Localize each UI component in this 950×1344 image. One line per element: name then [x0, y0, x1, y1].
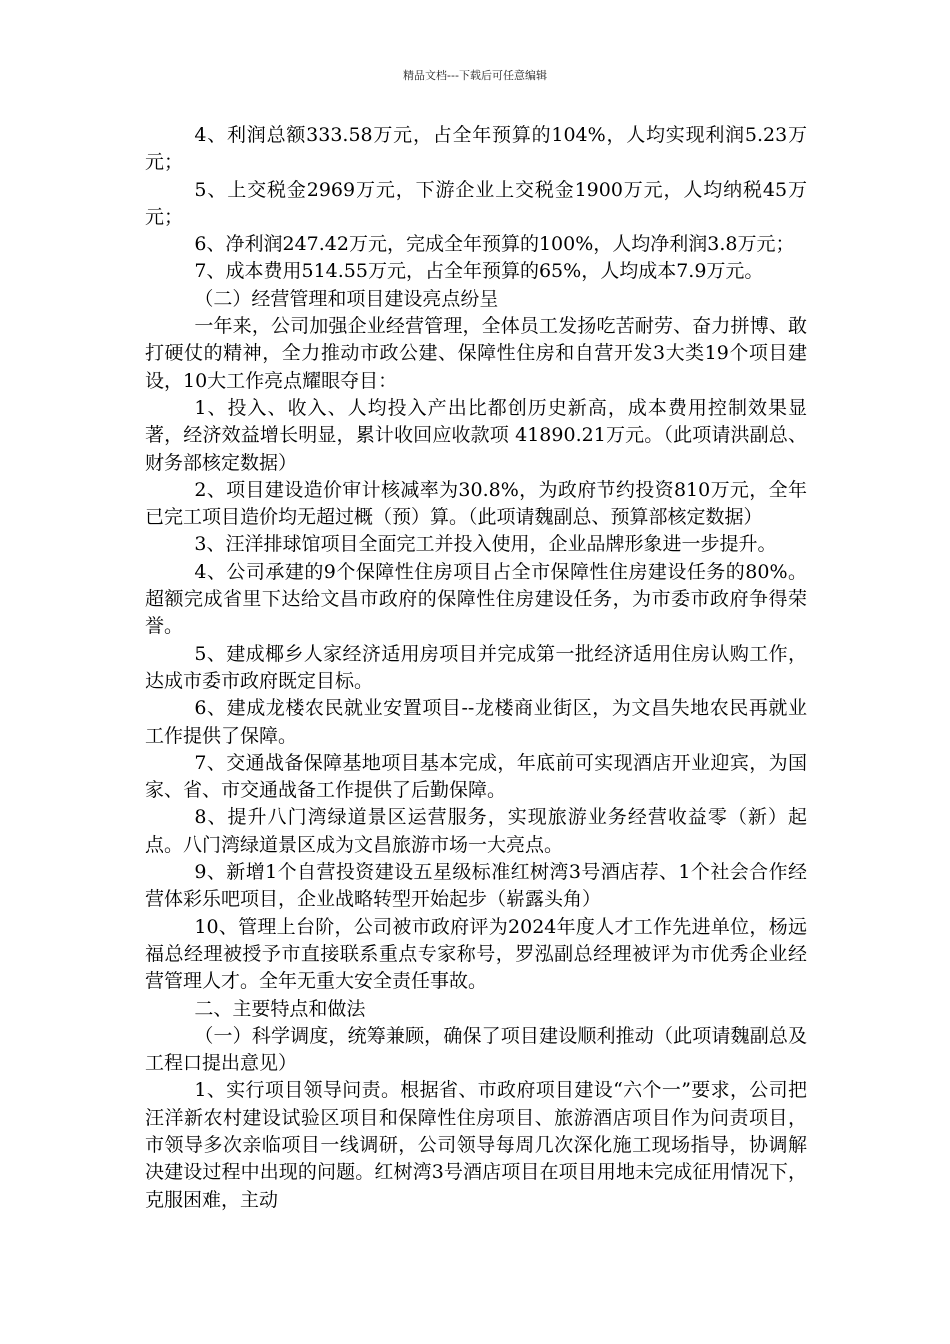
- paragraph: 7、成本费用514.55万元，占全年预算的65%，人均成本7.9万元。: [194, 260, 764, 283]
- section-heading: 二、主要特点和做法: [194, 997, 366, 1020]
- paragraph: 10、管理上台阶，公司被市政府评为2024年度人才工作先进单位，杨远福总经理被授予市直接联系重点专家称号，罗泓副总经理被评为市优秀企业经营管理人才。全年无重大安全责任事故。: [145, 915, 807, 993]
- document-body: [145, 122, 807, 1214]
- paragraph: 4、公司承建的9个保障性住房项目占全市保障性住房建设任务的80%。超额完成省里下达给文昌市政府的保障性住房建设任务，为市委市政府争得荣誉。: [145, 560, 807, 638]
- paragraph: 5、建成椰乡人家经济适用房项目并完成第一批经济适用住房认购工作，达成市委市政府既定目标。: [145, 642, 807, 692]
- paragraph: 7、交通战备保障基地项目基本完成，年底前可实现酒店开业迎宾，为国家、省、市交通战备工作提供了后勤保障。: [145, 751, 807, 802]
- subsection-heading: （一）科学调度，统筹兼顾，确保了项目建设顺利推动（此项请魏副总及工程口提出意见）: [145, 1024, 807, 1075]
- paragraph: 1、投入、收入、人均投入产出比都创历史新高，成本费用控制效果显著，经济效益增长明显，累计收回应收款项 41890.21万元。（此项请洪副总、财务部核定数据）: [145, 396, 807, 474]
- paragraph: 8、提升八门湾绿道景区运营服务，实现旅游业务经营收益零（新）起点。八门湾绿道景区成为文昌旅游市场一大亮点。: [145, 806, 807, 856]
- page-header: 精品文档---下载后可任意编辑: [403, 69, 547, 82]
- paragraph: 4、利润总额333.58万元，占全年预算的104%，人均实现利润5.23万元；: [145, 124, 807, 174]
- paragraph: 9、新增1个自营投资建设五星级标准红树湾3号酒店荐、1个社会合作经营体彩乐吧项目，企业战略转型开始起步（崭露头角）: [145, 861, 807, 911]
- paragraph: 一年来，公司加强企业经营管理，全体员工发扬吃苦耐劳、奋力拼博、敢打硬仗的精神，全力推动市政公建、保障性住房和自营开发3大类19个项目建设，10大工作亮点耀眼夺目：: [145, 315, 807, 392]
- paragraph: 2、项目建设造价审计核减率为30.8%，为政府节约投资810万元，全年已完工项目造价均无超过概（预）算。（此项请魏副总、预算部核定数据）: [145, 478, 807, 529]
- paragraph: 5、上交税金2969万元，下游企业上交税金1900万元，人均纳税45万元；: [145, 178, 807, 228]
- paragraph: 6、净利润247.42万元，完成全年预算的100%，人均净利润3.8万元；: [194, 233, 795, 256]
- paragraph: 3、汪洋排球馆项目全面完工并投入使用，企业品牌形象进一步提升。: [194, 533, 777, 556]
- section-heading: （二）经营管理和项目建设亮点纷呈: [194, 287, 499, 310]
- paragraph: 1、实行项目领导问责。根据省、市政府项目建设“六个一”要求，公司把汪洋新农村建设试验区项目和保障性住房项目、旅游酒店项目作为问责项目，市领导多次亲临项目一线调研，公司领导每周几次深化施工现场指导，协调解决建设过程中出现的问题。红树湾3号酒店项目在项目用地未完成征用情况下，克服困难，主动: [145, 1079, 807, 1211]
- paragraph: 6、建成龙楼农民就业安置项目--龙楼商业街区，为文昌失地农民再就业工作提供了保障。: [145, 697, 807, 747]
